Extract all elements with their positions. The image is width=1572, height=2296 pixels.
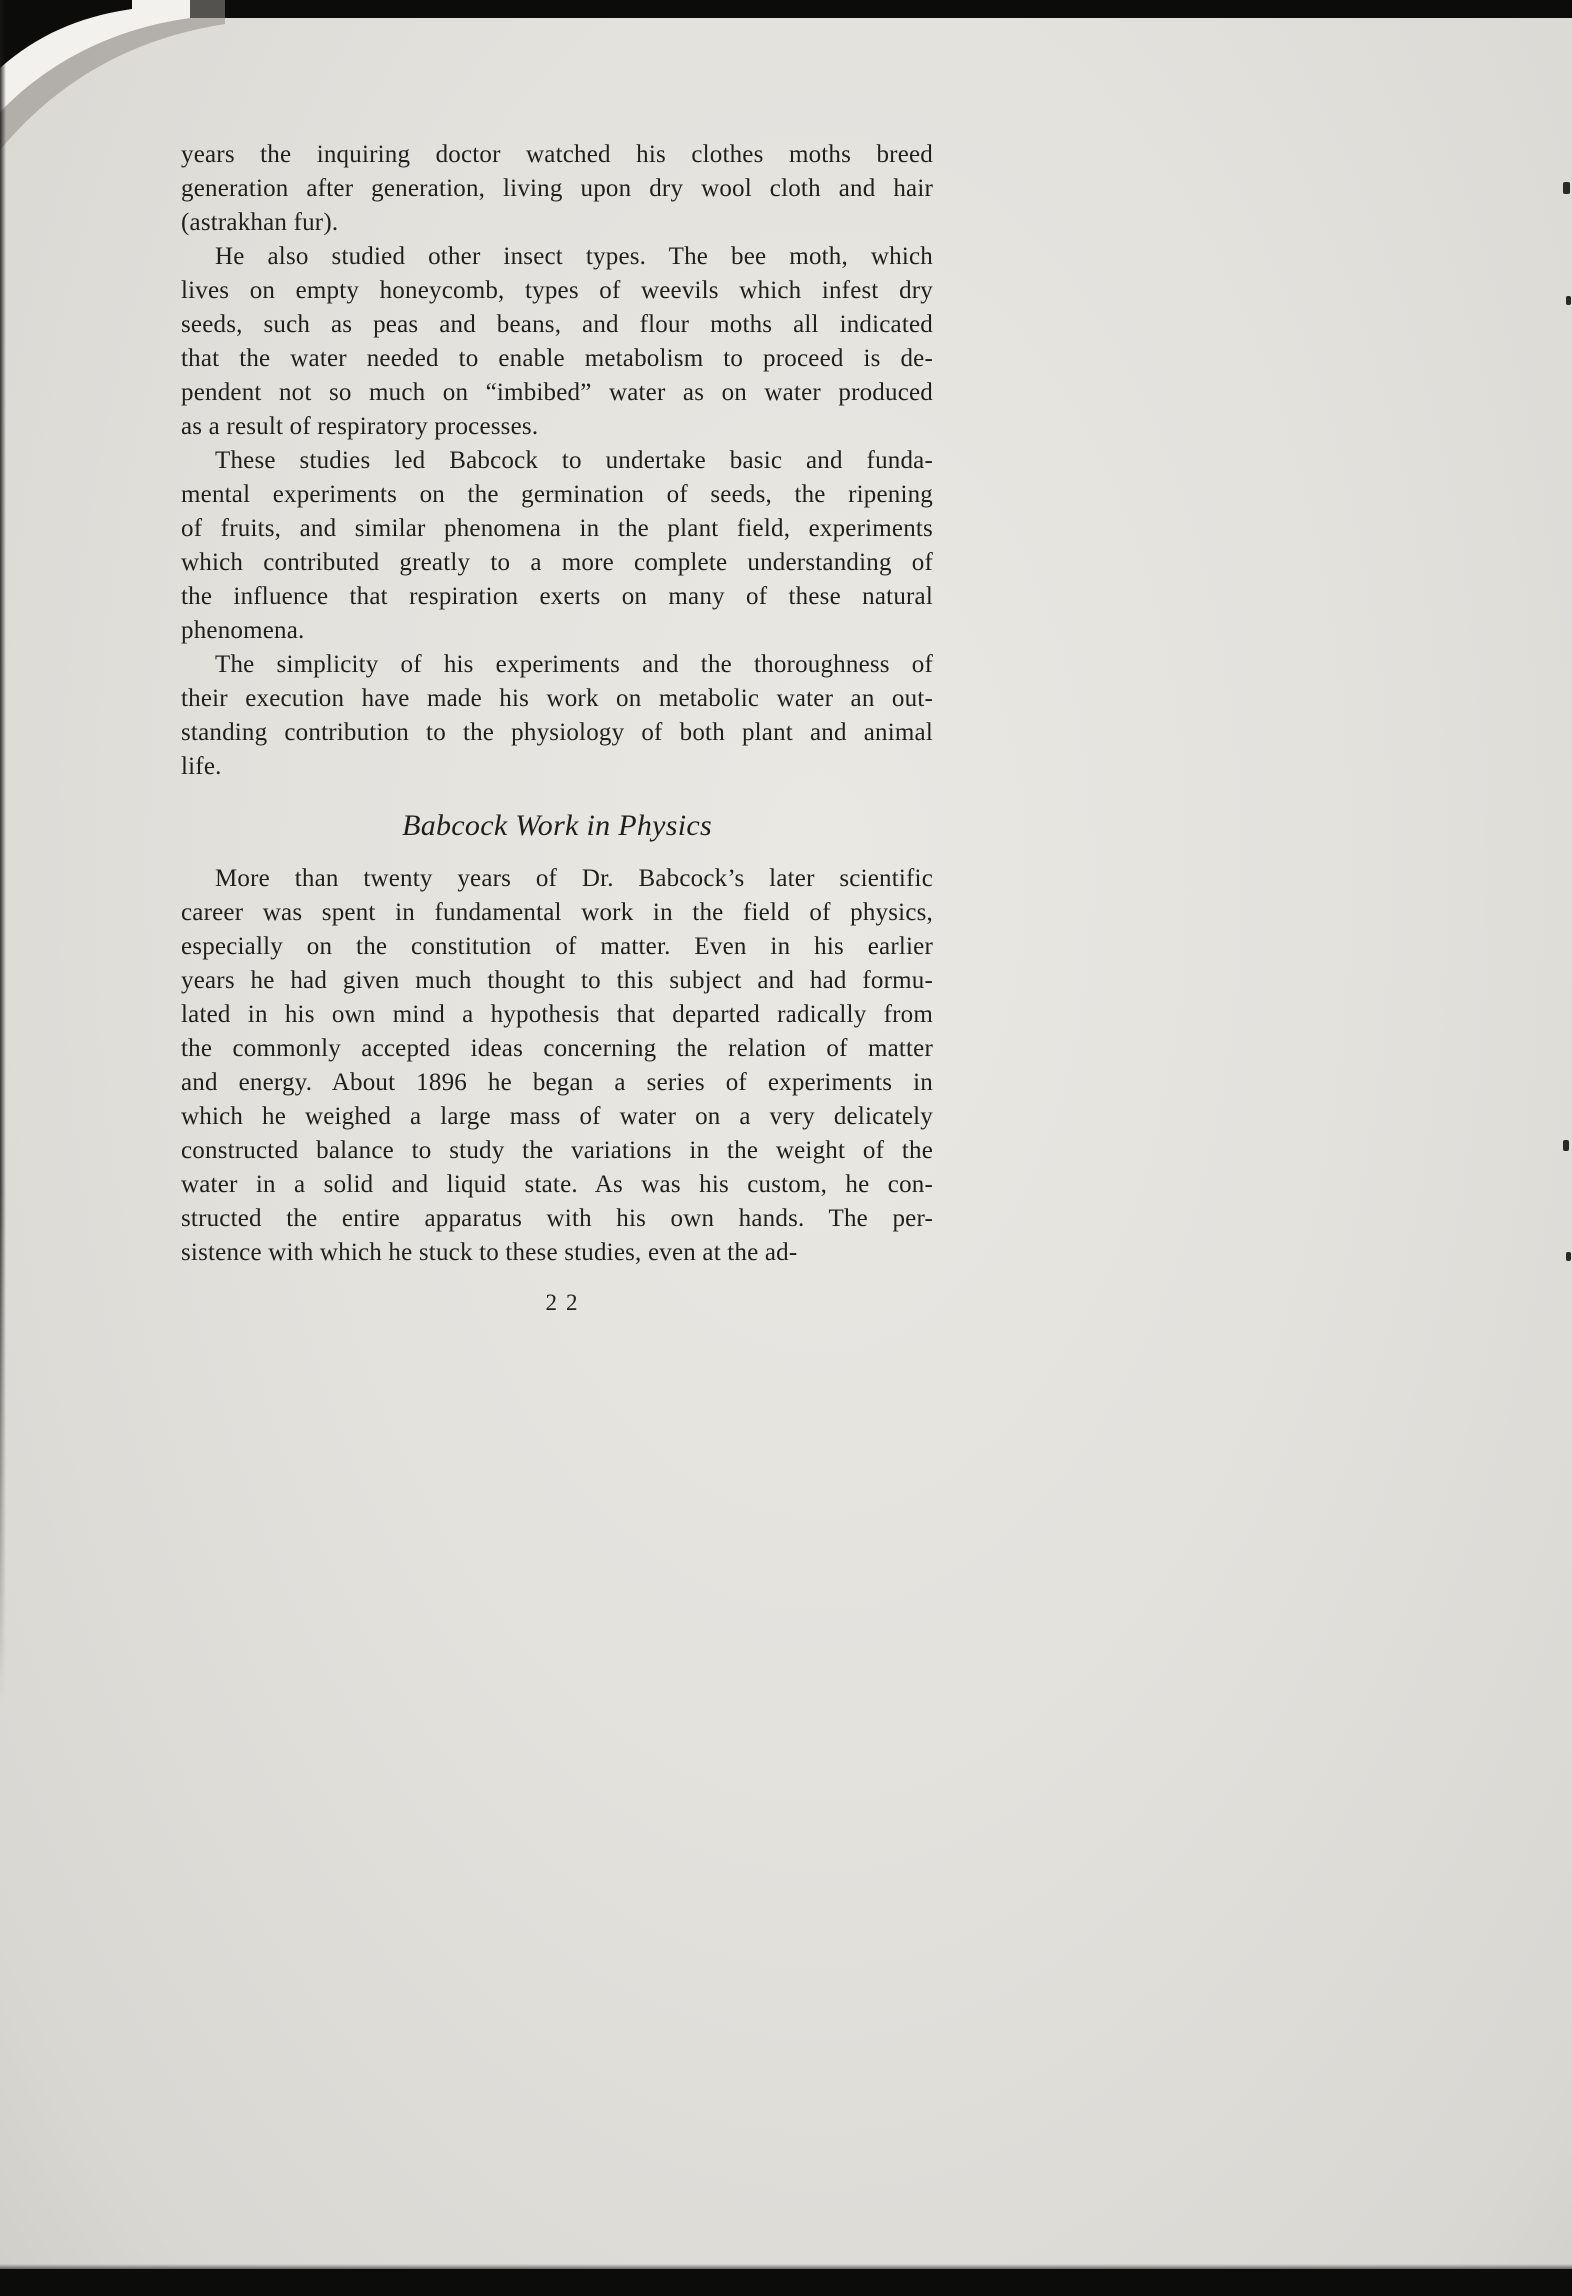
text-line: years he had given much thought to this subject and had formu- bbox=[181, 967, 933, 994]
text-line: (astrakhan fur). bbox=[181, 209, 339, 236]
text-line: generation after generation, living upon dry wool cloth and hair bbox=[181, 175, 933, 202]
scan-speck bbox=[1563, 1140, 1569, 1151]
text-line: years the inquiring doctor watched his clothes moths breed bbox=[181, 141, 933, 168]
text-line: lated in his own mind a hypothesis that departed radically from bbox=[181, 1001, 933, 1028]
text-line: and energy. About 1896 he began a series of experiments in bbox=[181, 1069, 933, 1096]
text-line: structed the entire apparatus with his own hands. The per- bbox=[181, 1205, 933, 1232]
section-heading: Babcock Work in Physics bbox=[402, 809, 712, 842]
text-line: as a result of respiratory processes. bbox=[181, 413, 539, 440]
text-line: life. bbox=[181, 753, 222, 780]
text-line: These studies led Babcock to undertake basic and funda- bbox=[215, 447, 933, 474]
scan-left-edge-line bbox=[0, 0, 6, 1700]
text-line: that the water needed to enable metabolism to proceed is de- bbox=[181, 345, 933, 372]
scan-edge-bottom-bar bbox=[0, 2269, 1572, 2296]
scan-speck bbox=[1566, 296, 1571, 305]
text-line: of fruits, and similar phenomena in the plant field, experiments bbox=[181, 515, 933, 542]
page-number: 22 bbox=[545, 1290, 587, 1315]
text-line: especially on the constitution of matter. Even in his earlier bbox=[181, 933, 933, 960]
text-line: pendent not so much on “imbibed” water as on water produced bbox=[181, 379, 933, 406]
paragraph bbox=[181, 138, 933, 240]
scan-speck bbox=[1566, 1252, 1571, 1261]
paragraph bbox=[181, 444, 933, 648]
text-line: standing contribution to the physiology of both plant and animal bbox=[181, 719, 933, 746]
text-line: mental experiments on the germination of seeds, the ripening bbox=[181, 481, 933, 508]
text-line: the influence that respiration exerts on many of these natural bbox=[181, 583, 933, 610]
text-line: He also studied other insect types. The bee moth, which bbox=[215, 243, 933, 270]
text-line: lives on empty honeycomb, types of weevils which infest dry bbox=[181, 277, 933, 304]
paragraph bbox=[181, 648, 933, 784]
text-line: phenomena. bbox=[181, 617, 305, 644]
text-line: seeds, such as peas and beans, and flour moths all indicated bbox=[181, 311, 933, 338]
text-line: More than twenty years of Dr. Babcock’s later scientific bbox=[215, 865, 933, 892]
text-line: their execution have made his work on metabolic water an out- bbox=[181, 685, 933, 712]
text-line: which he weighed a large mass of water on a very delicately bbox=[181, 1103, 933, 1130]
text-line: career was spent in fundamental work in the field of physics, bbox=[181, 899, 933, 926]
scan-speck bbox=[1563, 182, 1570, 194]
text-line: The simplicity of his experiments and the thoroughness of bbox=[215, 651, 933, 678]
paragraph bbox=[181, 240, 933, 444]
paragraph bbox=[181, 862, 933, 1270]
text-line: water in a solid and liquid state. As was his custom, he con- bbox=[181, 1171, 933, 1198]
text-block bbox=[181, 138, 933, 1270]
text-line: the commonly accepted ideas concerning the relation of matter bbox=[181, 1035, 933, 1062]
text-line: sistence with which he stuck to these studies, even at the ad- bbox=[181, 1239, 798, 1266]
page-corner-curl bbox=[0, 0, 270, 150]
text-line: which contributed greatly to a more complete understanding of bbox=[181, 549, 933, 576]
text-line: constructed balance to study the variations in the weight of the bbox=[181, 1137, 933, 1164]
